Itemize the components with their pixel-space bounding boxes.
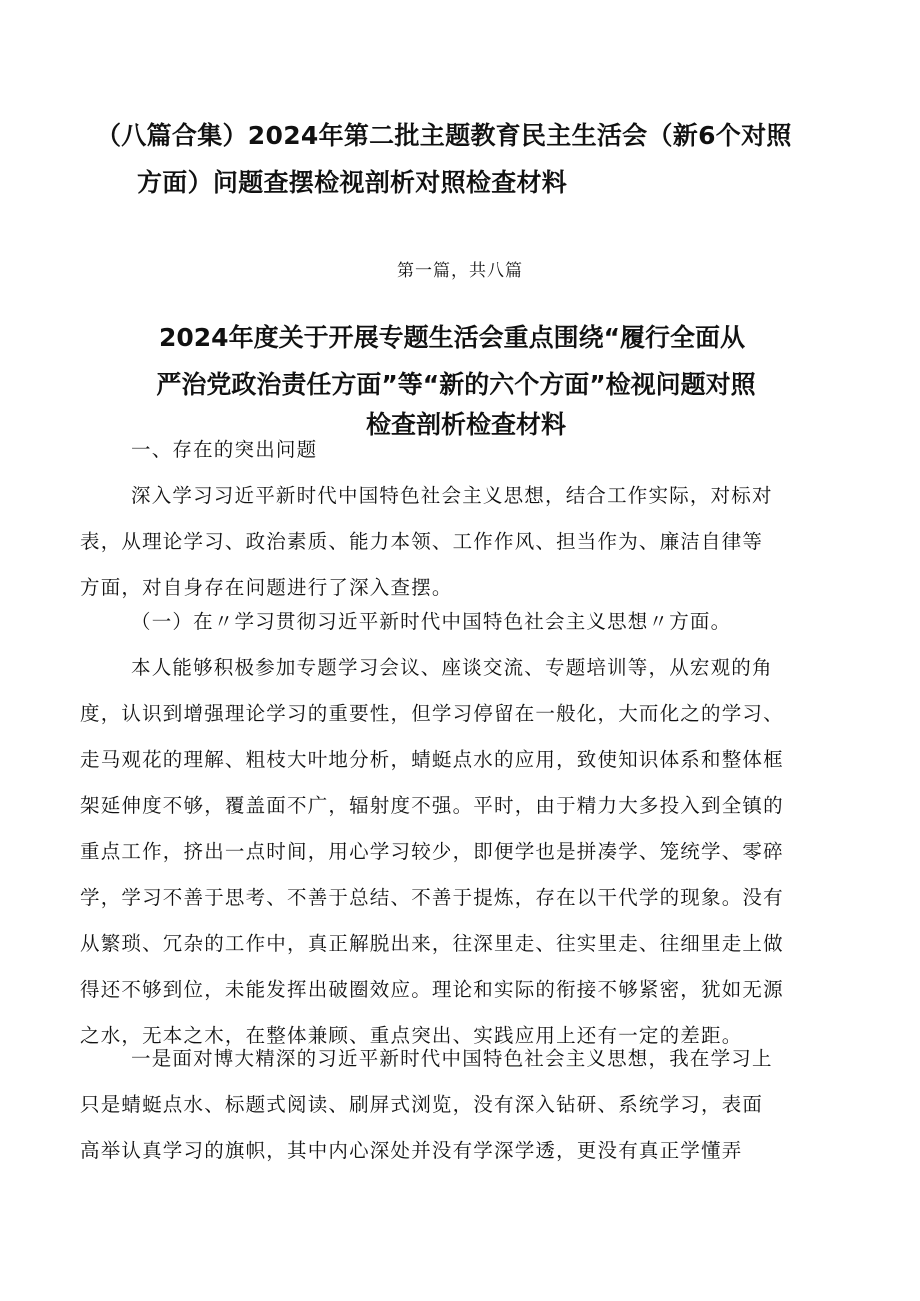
body-line: （一）在〃学习贯彻习近平新时代中国特色社会主义思想〃方面。 bbox=[131, 610, 732, 633]
body-line: 重点工作，挤出一点时间，用心学习较少，即便学也是拼凑学、笼统学、零碎 bbox=[80, 840, 784, 863]
body-line: 度，认识到增强理论学习的重要性，但学习停留在一般化，大而化之的学习、 bbox=[80, 702, 784, 725]
body-line: 一、存在的突出问题 bbox=[131, 438, 318, 461]
body-line: 学，学习不善于思考、不善于总结、不善于提炼，存在以干代学的现象。没有 bbox=[80, 886, 784, 909]
paragraph-point-one bbox=[80, 1036, 860, 1174]
subsection-heading bbox=[131, 599, 911, 645]
article-title-line-3: 检查剖析检查材料 bbox=[365, 409, 566, 439]
body-line: 从繁琐、冗杂的工作中，真正解脱出来，往深里走、往实里走、往细里走上做 bbox=[80, 932, 784, 955]
main-title-line-2: 方面）问题查摆检视剖析对照检查材料 bbox=[137, 168, 568, 197]
main-title-line-1: （八篇合集）2024年第二批主题教育民主生活会（新6个对照 bbox=[96, 121, 792, 150]
body-line: 走马观花的理解、粗枝大叶地分析，蜻蜓点水的应用，致使知识体系和整体框 bbox=[80, 748, 784, 771]
body-line: 本人能够积极参加专题学习会议、座谈交流、专题培训等，从宏观的角 bbox=[131, 656, 773, 679]
body-line: 高举认真学习的旗帜，其中内心深处并没有学深学透，更没有真正学懂弄 bbox=[80, 1139, 743, 1162]
article-title-line-1: 2024年度关于开展专题生活会重点围绕“履行全面从 bbox=[158, 322, 745, 352]
body-line: 表，从理论学习、政治素质、能力本领、工作作风、担当作为、廉洁自律等 bbox=[80, 530, 764, 553]
paragraph-self-review bbox=[80, 645, 860, 1059]
paragraph-intro bbox=[80, 473, 860, 611]
article-counter: 第一篇，共八篇 bbox=[397, 261, 523, 281]
body-line: 一是面对博大精深的习近平新时代中国特色社会主义思想，我在学习上 bbox=[131, 1047, 773, 1070]
body-line: 方面，对自身存在问题进行了深入查摆。 bbox=[80, 576, 453, 599]
body-line: 深入学习习近平新时代中国特色社会主义思想，结合工作实际，对标对 bbox=[131, 484, 773, 507]
body-line: 架延伸度不够，覆盖面不广，辐射度不强。平时，由于精力大多投入到全镇的 bbox=[80, 794, 784, 817]
body-line: 得还不够到位，未能发挥出破圈效应。理论和实际的衔接不够紧密，犹如无源 bbox=[80, 978, 784, 1001]
body-line: 之水，无本之木，在整体兼顾、重点突出、实践应用上还有一定的差距。 bbox=[80, 1024, 743, 1047]
section-heading bbox=[131, 427, 911, 473]
body-line: 只是蜻蜓点水、标题式阅读、刷屏式浏览，没有深入钻研、系统学习，表面 bbox=[80, 1093, 764, 1116]
article-title-line-2: 严治党政治责任方面”等“新的六个方面”检视问题对照 bbox=[156, 369, 756, 399]
